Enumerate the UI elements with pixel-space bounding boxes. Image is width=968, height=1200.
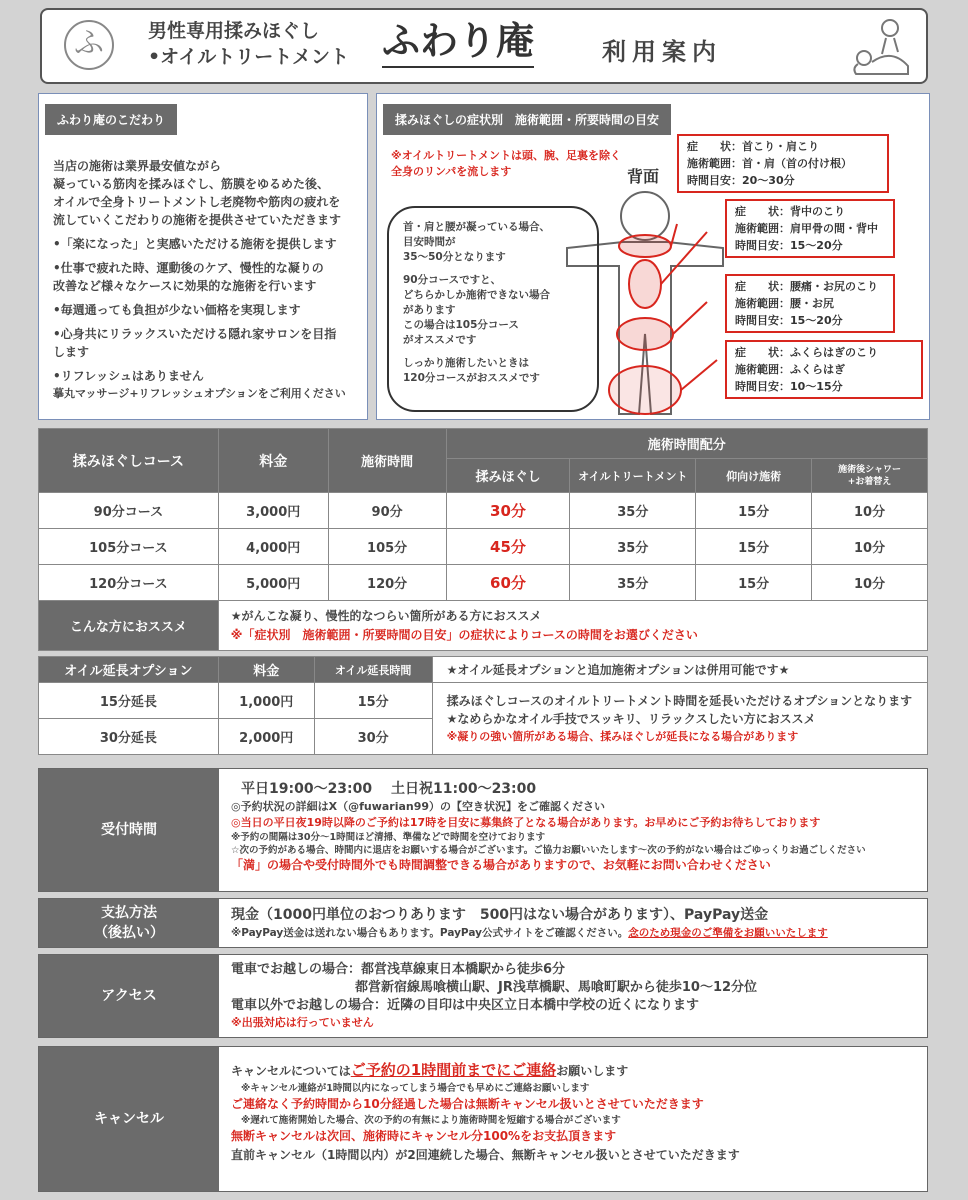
symptom-line: 時間目安：20〜30分	[687, 174, 795, 187]
course-aomuke: 15分	[696, 529, 812, 565]
advice-line: 90分コースですと、	[403, 274, 502, 286]
recommend-text	[218, 601, 927, 651]
cancel-line: お願いします	[556, 1064, 629, 1078]
reception-row	[38, 768, 928, 892]
table-row	[39, 493, 928, 529]
symptom-line: 症 状：首こり・肩こり	[687, 140, 819, 153]
concept-panel	[38, 93, 368, 420]
symptom-line: 時間目安：15〜20分	[735, 239, 843, 252]
aomuke-header: 仰向け施術	[696, 459, 812, 493]
concept-line: 凝っている筋肉を揉みほぐし、筋膜をゆるめた後、	[53, 177, 330, 191]
symptom-panel	[376, 93, 930, 420]
advice-line: しっかり施術したいときは	[403, 357, 529, 369]
course-shower: 10分	[812, 529, 928, 565]
cancel-line: 直前キャンセル（1時間以内）が2回連続した場合、無断キャンセル扱いとさせていただきます	[231, 1148, 740, 1162]
advice-line: があります	[403, 304, 456, 316]
symptom-line: 時間目安：10〜15分	[735, 380, 843, 393]
access-line: 都営新宿線馬喰横山駅、JR浅草橋駅、馬喰町駅から徒歩10〜12分位	[355, 980, 758, 995]
payment-row	[38, 898, 928, 948]
course-momi: 45分	[446, 529, 570, 565]
advice-line: 首・肩と腰が凝っている場合、	[403, 221, 550, 233]
price-header: 料金	[218, 429, 328, 493]
course-shower: 10分	[812, 565, 928, 601]
course-name: 90分コース	[39, 493, 219, 529]
payment-note: ※PayPay送金は送れない場合もあります。PayPay公式サイトをご確認ください。	[231, 927, 629, 939]
access-row	[38, 954, 928, 1038]
symptom-line: 症 状：背中のこり	[735, 205, 845, 218]
cancel-line: 無断キャンセルは次回、施術時にキャンセル分100%をお支払頂きます	[231, 1129, 617, 1143]
header-subtitle	[148, 18, 349, 70]
symptom-box-waist	[725, 274, 895, 333]
shower-header-line2: +お着替え	[847, 476, 892, 487]
cancel-highlight: ご予約の1時間前までにご連絡	[350, 1061, 557, 1079]
course-table	[38, 428, 928, 651]
course-name: 120分コース	[39, 565, 219, 601]
course-aomuke: 15分	[696, 493, 812, 529]
course-aomuke: 15分	[696, 565, 812, 601]
option-note: ★オイル延長オプションと追加施術オプションは併用可能です★	[432, 657, 927, 683]
momi-header: 揉みほぐし	[446, 459, 570, 493]
recommend-line2: ※「症状別 施術範囲・所要時間の目安」の症状によりコースの時間をお選びください	[230, 627, 698, 642]
shower-header-line1: 施術後シャワー	[838, 464, 901, 475]
option-price: 1,000円	[218, 683, 314, 719]
option-description	[432, 683, 927, 755]
course-header: 揉みほぐしコース	[39, 429, 219, 493]
option-price-header: 料金	[218, 657, 314, 683]
table-row	[39, 529, 928, 565]
concept-line: 改善など様々なケースに効果的な施術を行います	[53, 279, 317, 293]
concept-line: •「楽になった」と実感いただける施術を提供します	[53, 237, 337, 251]
recommend-row	[39, 601, 928, 651]
concept-line: 流していくこだわりの施術を提供させていただきます	[53, 213, 342, 227]
option-desc-line2: ★なめらかなオイル手技でスッキリ、リラックスしたい方におススメ	[446, 711, 816, 726]
reception-hours: 平日19:00〜23:00 土日祝11:00〜23:00	[241, 781, 537, 797]
logo: ふ	[64, 20, 114, 70]
advice-line: 120分コースがおススメです	[403, 372, 540, 384]
cancel-line: ※キャンセル連絡が1時間以内になってしまう場合でも早めにご連絡お願いします	[241, 1083, 590, 1094]
course-oil: 35分	[570, 565, 696, 601]
course-price: 3,000円	[218, 493, 328, 529]
advice-bubble	[387, 206, 599, 412]
page-title: 利用案内	[602, 38, 722, 66]
concept-line: •リフレッシュはありません	[53, 369, 204, 383]
concept-line: •毎週通っても負担が少ない価格を実現します	[53, 303, 301, 317]
symptom-box-back	[725, 199, 895, 258]
option-name: 15分延長	[39, 683, 219, 719]
option-header: オイル延長オプション	[39, 657, 219, 683]
concept-line: 摹丸マッサージ+リフレッシュオプションをご利用ください	[53, 387, 346, 400]
oil-header: オイルトリートメント	[570, 459, 696, 493]
advice-line: がオススメです	[403, 334, 477, 346]
cancel-line: キャンセルについては	[231, 1064, 351, 1078]
reception-label: 受付時間	[39, 769, 219, 891]
header	[40, 8, 928, 84]
payment-label-line1: 支払方法	[101, 905, 157, 921]
concept-line: します	[53, 345, 90, 359]
symptom-line: 症 状：ふくらはぎのこり	[735, 346, 878, 359]
time-header: 施術時間	[328, 429, 446, 493]
advice-line: 35〜50分となります	[403, 251, 506, 263]
reception-line: 「満」の場合や受付時間外でも時間調整できる場合がありますので、お気軽にお問い合わせください	[231, 858, 771, 872]
payment-line: 現金（1000円単位のおつりあります 500円はない場合があります）、PayPay送金	[231, 907, 769, 923]
recommend-line1: ★がんこな凝り、慢性的なつらい箇所がある方におススメ	[230, 608, 542, 623]
reception-line: ◎予約状況の詳細はX（@fuwarian99）の【空き状況】をご確認ください	[231, 800, 606, 813]
course-oil: 35分	[570, 493, 696, 529]
course-price: 5,000円	[218, 565, 328, 601]
option-name: 30分延長	[39, 719, 219, 755]
oil-note	[391, 148, 621, 180]
symptom-line: 時間目安：15〜20分	[735, 314, 843, 327]
payment-note-red: 念のため現金のご準備をお願いいたします	[628, 927, 828, 939]
oil-note-line1: ※オイルトリートメントは頭、腕、足裏を除く	[391, 149, 622, 162]
cancel-line: ※遅れて施術開始した場合、次の予約の有無により施術時間を短縮する場合がございます	[241, 1115, 621, 1126]
access-line: 電車以外でお越しの場合：近隣の目印は中央区立日本橋中学校の近くになります	[231, 998, 700, 1013]
access-label: アクセス	[39, 955, 219, 1037]
course-oil: 35分	[570, 529, 696, 565]
oil-note-line2: 全身のリンパを流します	[391, 165, 512, 178]
symptom-line: 施術範囲：ふくらはぎ	[735, 363, 845, 376]
cancel-line: ご連絡なく予約時間から10分経過した場合は無断キャンセル扱いとさせていただきます	[231, 1097, 704, 1111]
concept-title: ふわり庵のこだわり	[45, 104, 177, 135]
symptom-box-neck	[677, 134, 889, 193]
reception-line: ※予約の間隔は30分〜1時間ほど清掃、準備などで時間を空けております	[231, 832, 546, 843]
shop-name: ふわり庵	[382, 16, 534, 68]
option-desc-line1: 揉みほぐしコースのオイルトリートメント時間を延長いただけるオプションとなります	[446, 693, 913, 708]
subtitle-line2: •オイルトリートメント	[148, 46, 350, 68]
shower-header	[812, 459, 928, 493]
access-line: ※出張対応は行っていません	[231, 1016, 374, 1029]
option-price: 2,000円	[218, 719, 314, 755]
subtitle-line1: 男性専用揉みほぐし	[148, 20, 320, 42]
course-price: 4,000円	[218, 529, 328, 565]
concept-line: •心身共にリラックスいただける隠れ家サロンを目指	[53, 327, 337, 341]
payment-label	[39, 899, 219, 947]
concept-line: 当店の施術は業界最安値ながら	[53, 159, 222, 173]
concept-line: •仕事で疲れた時、運動後のケア、慢性的な凝りの	[53, 261, 324, 275]
reception-line: ◎当日の平日夜19時以降のご予約は17時を目安に募集終了となる場合があります。お早めにご予約お待ちしております	[231, 816, 821, 829]
symptom-box-calf	[725, 340, 923, 399]
course-time: 120分	[328, 565, 446, 601]
massage-illustration-icon	[842, 18, 912, 76]
course-time: 105分	[328, 529, 446, 565]
symptom-line: 症 状：腰痛・お尻のこり	[735, 280, 878, 293]
option-time-header: オイル延長時間	[314, 657, 432, 683]
back-label: 背面	[627, 167, 660, 186]
payment-label-line2: （後払い）	[94, 925, 164, 941]
reception-line: ☆次の予約がある場合、時間内に退店をお願いする場合がございます。ご協力お願いいたします〜次の予約がない場合はごゆっくりお過ごしください	[231, 845, 866, 856]
allocation-header: 施術時間配分	[446, 429, 927, 459]
option-time: 30分	[314, 719, 432, 755]
symptom-line: 施術範囲：首・肩（首の付け根）	[687, 157, 852, 170]
course-shower: 10分	[812, 493, 928, 529]
table-row	[39, 683, 928, 719]
symptom-line: 施術範囲：肩甲骨の間・背中	[735, 222, 878, 235]
cancel-row	[38, 1046, 928, 1192]
course-name: 105分コース	[39, 529, 219, 565]
advice-line: どちらかしか施術できない場合	[403, 289, 550, 301]
course-momi: 30分	[446, 493, 570, 529]
symptom-title: 揉みほぐしの症状別 施術範囲・所要時間の目安	[383, 104, 671, 135]
course-momi: 60分	[446, 565, 570, 601]
advice-line: この場合は105分コース	[403, 319, 519, 331]
cancel-label: キャンセル	[39, 1047, 219, 1191]
advice-line: 目安時間が	[403, 236, 456, 248]
concept-line: オイルで全身トリートメントし老廃物や筋肉の疲れを	[53, 195, 341, 209]
option-time: 15分	[314, 683, 432, 719]
course-time: 90分	[328, 493, 446, 529]
option-desc-line3: ※凝りの強い箇所がある場合、揉みほぐしが延長になる場合があります	[446, 729, 799, 743]
option-table	[38, 656, 928, 755]
symptom-line: 施術範囲：腰・お尻	[735, 297, 834, 310]
table-row	[39, 565, 928, 601]
access-line: 電車でお越しの場合：都営浅草線東日本橋駅から徒歩6分	[231, 962, 566, 977]
recommend-label: こんな方におススメ	[39, 601, 219, 651]
